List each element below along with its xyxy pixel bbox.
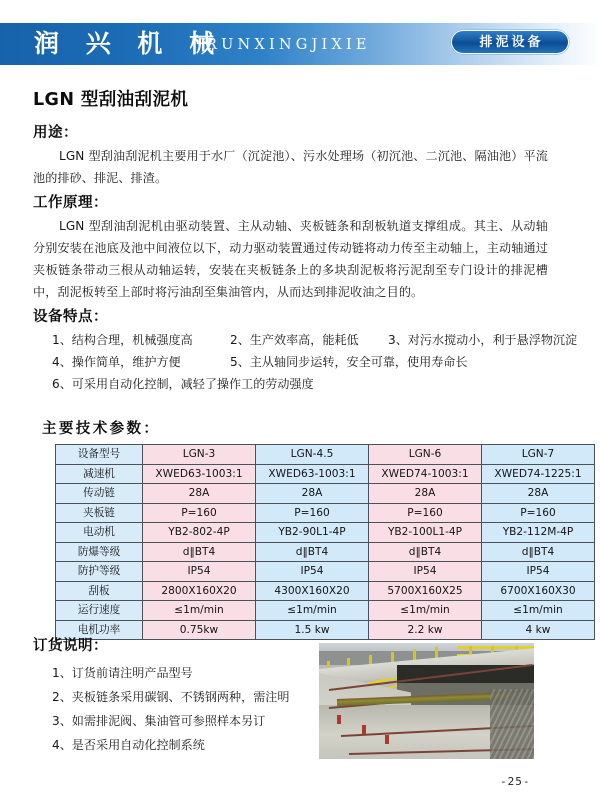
cell: IP54 [143,562,256,582]
section-heading-principle: 工作原理： [33,195,108,211]
feature-item-3: 3、对污水搅动小，利于悬浮物沉淀 [388,333,578,347]
feature-item-5: 5、主从轴同步运转，安全可靠，使用寿命长 [230,355,468,369]
cell: 6700X160X30 [482,581,595,601]
cell: XWED63-1003:1 [256,464,369,484]
cell: YB2-90L1-4P [256,523,369,543]
feature-line-2 [52,352,467,373]
cell: XWED74-1003:1 [369,464,482,484]
cell: IP54 [369,562,482,582]
table-row [56,484,595,504]
cell: YB2-112M-4P [482,523,595,543]
cell: 5700X160X25 [369,581,482,601]
cell: 28A [143,484,256,504]
row-label: 设备型号 [56,445,143,465]
page-number: -25- [500,775,531,788]
cell: 2800X160X20 [143,581,256,601]
table-row [56,464,595,484]
table-row [56,581,595,601]
brand-name-en: RUNXINGJIXIE [206,37,371,53]
cell: 1.5 kw [256,620,369,640]
category-badge-label: 排泥设备 [479,35,544,50]
cell: P=160 [143,503,256,523]
feature-item-2: 2、生产效率高，能耗低 [230,333,359,347]
row-label: 防爆等级 [56,542,143,562]
feature-item-1: 1、结构合理，机械强度高 [52,333,193,347]
feature-line-1 [52,330,577,351]
spec-table [55,444,595,640]
section-body-usage: LGN 型刮油刮泥机主要用于水厂（沉淀池）、污水处理场（初沉池、二沉池、隔油池）平流池的排砂、排泥、排渣。 [33,149,548,185]
cell: 4 kw [482,620,595,640]
row-label: 传动链 [56,484,143,504]
row-label: 刮板 [56,581,143,601]
cell: ≤1m/min [369,601,482,621]
cell: 4300X160X20 [256,581,369,601]
section-heading-ordering: 订货说明： [33,638,108,654]
cell: XWED63-1003:1 [143,464,256,484]
spec-table-body [56,445,595,640]
cell: IP54 [256,562,369,582]
cell: ≤1m/min [482,601,595,621]
cell: YB2-100L1-4P [369,523,482,543]
section-body-principle: LGN 型刮油刮泥机由驱动装置、主从动轴、夹板链条和刮板轨道支撑组成。其主、从动轴分别安装在池底及池中间液位以下，动力驱动装置通过传动链将动力传至主动轴上，主动轴通过夹板链条带动三根从动轴运转，安装在夹板链条上的多块刮泥板将污泥刮至专门设计的排泥槽中，刮泥板转至上部时将污油刮至集油管内，从而达到排泥收油之目的。 [33,219,548,299]
ordering-item-1: 1、订货前请注明产品型号 [52,666,193,680]
row-label: 电机功率 [56,620,143,640]
row-label: 夹板链 [56,503,143,523]
ordering-item-4: 4、是否采用自动化控制系统 [52,738,205,752]
table-row [56,523,595,543]
photo-wall-bracket [362,725,366,734]
feature-item-6: 6、可采用自动化控制，减轻了操作工的劳动强度 [52,377,314,391]
cell: 0.75kw [143,620,256,640]
cell: P=160 [256,503,369,523]
cell: P=160 [369,503,482,523]
cell: 28A [482,484,595,504]
table-row [56,601,595,621]
equipment-photo [319,643,534,759]
cell: 28A [256,484,369,504]
cell: 2.2 kw [369,620,482,640]
feature-line-3 [52,374,314,395]
brand-name-cn: 润 兴 机 械 [34,29,224,58]
section-heading-usage: 用途： [33,125,78,141]
cell: LGN-4.5 [256,445,369,465]
cell: YB2-802-4P [143,523,256,543]
cell: d‖BT4 [143,542,256,562]
cell: P=160 [482,503,595,523]
row-label: 运行速度 [56,601,143,621]
cell: LGN-3 [143,445,256,465]
cell: LGN-7 [482,445,595,465]
page-title: LGN 型刮油刮泥机 [33,90,189,110]
row-label: 电动机 [56,523,143,543]
category-badge [451,30,569,54]
ordering-item-3: 3、如需排泥阀、集油管可参照样本另订 [52,714,266,728]
ordering-item-2: 2、夹板链条采用碳钢、不锈钢两种，需注明 [52,690,290,704]
cell: IP54 [482,562,595,582]
cell: 28A [369,484,482,504]
feature-item-4: 4、操作简单，维护方便 [52,355,181,369]
cell: d‖BT4 [369,542,482,562]
cell: XWED74-1225:1 [482,464,595,484]
table-row [56,445,595,465]
cell: d‖BT4 [256,542,369,562]
section-heading-features: 设备特点： [33,309,108,325]
photo-chain-rack [490,689,534,759]
cell: ≤1m/min [256,601,369,621]
section-heading-specs: 主要技术参数： [42,421,161,437]
cell: d‖BT4 [482,542,595,562]
cell: ≤1m/min [143,601,256,621]
cell: LGN-6 [369,445,482,465]
table-row [56,542,595,562]
row-label: 减速机 [56,464,143,484]
table-row [56,620,595,640]
photo-wall-bracket [385,735,389,744]
table-row [56,562,595,582]
row-label: 防护等级 [56,562,143,582]
table-row [56,503,595,523]
photo-wall-bracket [337,715,341,724]
